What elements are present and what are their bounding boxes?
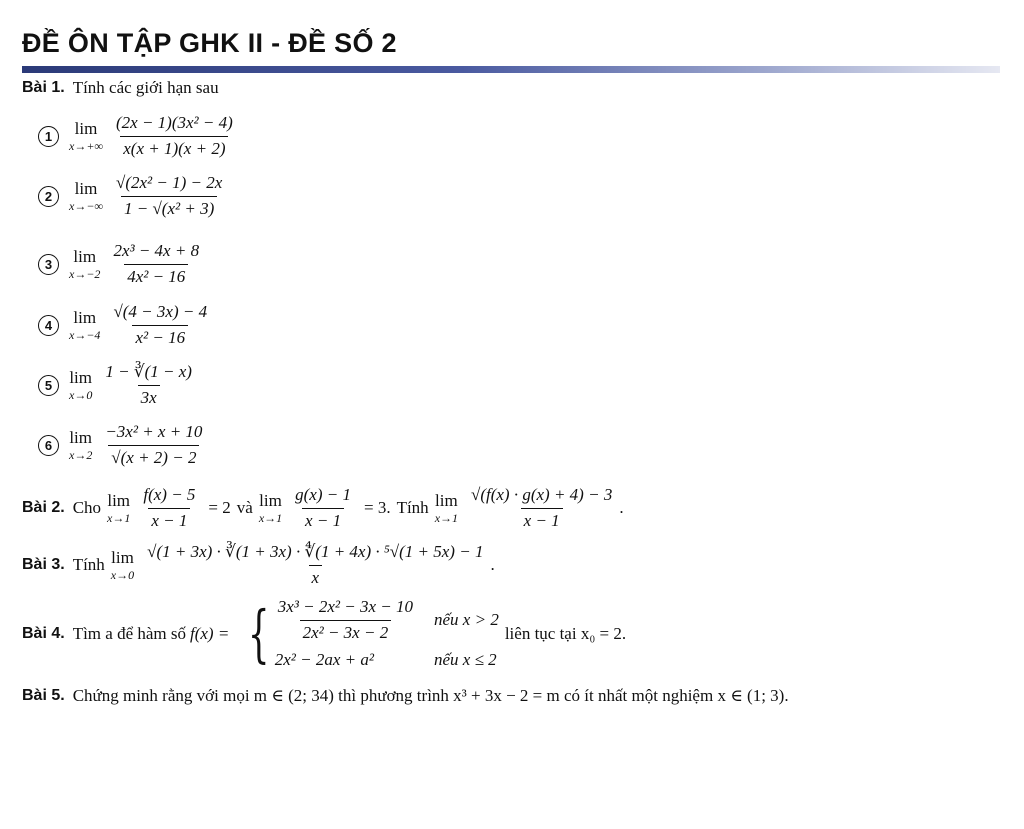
period: . <box>619 498 624 518</box>
piecewise-function <box>239 598 499 670</box>
fraction: $\frac{g(x) - 1}{x - 1}$ <box>295 485 351 530</box>
bai3-label: Bài 3. <box>22 556 65 574</box>
limit-operator: lim x→2 <box>69 428 93 463</box>
bai5 <box>22 686 789 706</box>
bai1-item-5 <box>38 363 199 407</box>
limit-operator: lim x→−2 <box>69 247 101 282</box>
function-f: f(x) = <box>190 624 230 644</box>
case1-fraction: $\frac{\text{3x³ − 2x² − 3x − 10}}{\text{2x² − 3x − 2}}$ <box>277 597 414 642</box>
limit-operator: lim x→0 <box>69 368 93 403</box>
limit-operator: lim x→0 <box>110 548 135 583</box>
item-number: 2 <box>38 186 59 207</box>
case2-condition: nếu x ≤ 2 <box>434 650 497 670</box>
limit-operator: lim x→1 <box>107 491 131 526</box>
item-number: 6 <box>38 435 59 456</box>
bai4 <box>22 598 626 670</box>
bai1-header <box>22 78 219 98</box>
fraction: $\frac{\text{−3x² + x + 10}}{√(x + 2) - 2}$ <box>105 422 203 467</box>
bai1-item-6 <box>38 423 209 467</box>
fraction: $\frac{\text{(2x − 1)(3x² − 4)}}{x(x + 1)(x + 2)}$ <box>115 113 233 158</box>
bai2-cho: Cho <box>72 498 102 518</box>
limit-operator: lim x→1 <box>258 491 283 526</box>
case1-condition: nếu x > 2 <box>434 610 499 630</box>
fraction: $\frac{\text{√(2x² − 1) − 2x}}{\text{1 − √(x² + 3)}}$ <box>115 173 223 218</box>
title-underline <box>22 66 1000 73</box>
fraction: $\frac{f(x) - 5}{x - 1}$ <box>143 485 196 530</box>
fraction: $\frac{\text{2x³ − 4x + 8}}{\text{4x² − 16}}$ <box>113 241 200 286</box>
bai1-label: Bài 1. <box>22 79 65 96</box>
bai5-text: Chứng minh rằng với mọi m ∈ (2; 34) thì phương trình x³ + 3x − 2 = m có ít nhất một nghiệm x ∈ (1; 3). <box>72 686 789 705</box>
bai1-item-1 <box>38 114 240 158</box>
bai2 <box>22 486 624 530</box>
bai5-label: Bài 5. <box>22 687 65 704</box>
item-number: 1 <box>38 126 59 147</box>
bai3-tinh: Tính <box>72 555 105 575</box>
limit-operator: lim x→−4 <box>69 308 101 343</box>
fraction: $\frac{1 - ∛(1 - x)}{3x}$ <box>105 362 192 407</box>
item-number: 4 <box>38 315 59 336</box>
bai1-item-3 <box>38 242 206 286</box>
fraction: $\frac{√(4 - 3x) - 4}{\text{x² − 16}}$ <box>113 302 208 347</box>
limit-operator: lim x→+∞ <box>69 119 103 154</box>
bai2-tinh: Tính <box>396 498 429 518</box>
fraction: $\frac{√(f(x) \cdot g(x) + 4) - 3}{x - 1}$ <box>471 485 613 530</box>
item-number: 5 <box>38 375 59 396</box>
bai1-item-4 <box>38 303 214 347</box>
limit-operator: lim x→1 <box>434 491 459 526</box>
bai2-va: và <box>236 498 253 518</box>
bai1-item-2 <box>38 174 229 218</box>
equals-3: = 3. <box>363 498 391 518</box>
bai4-text2: liên tục tại x₀ = 2. <box>504 624 627 644</box>
bai3 <box>22 543 495 587</box>
item-number: 3 <box>38 254 59 275</box>
bai2-label: Bài 2. <box>22 499 65 517</box>
limit-operator: lim x→−∞ <box>69 179 103 214</box>
case2-expr: 2x² − 2ax + a² <box>274 650 374 670</box>
left-brace-icon: { <box>248 597 270 671</box>
period: . <box>490 555 495 575</box>
equals-2: = 2 <box>208 498 231 518</box>
fraction: $\frac{\text{√(1 + 3x) · ∛(1 + 3x) · ∜(1 + 4x) · ⁵√(1 + 5x) − 1}}{x}$ <box>147 542 484 587</box>
bai1-text: Tính các giới hạn sau <box>72 78 219 97</box>
page-title: ĐỀ ÔN TẬP GHK II - ĐỀ SỐ 2 <box>22 28 397 58</box>
bai4-label: Bài 4. <box>22 625 65 643</box>
bai4-text1: Tìm a để hàm số <box>72 624 186 644</box>
